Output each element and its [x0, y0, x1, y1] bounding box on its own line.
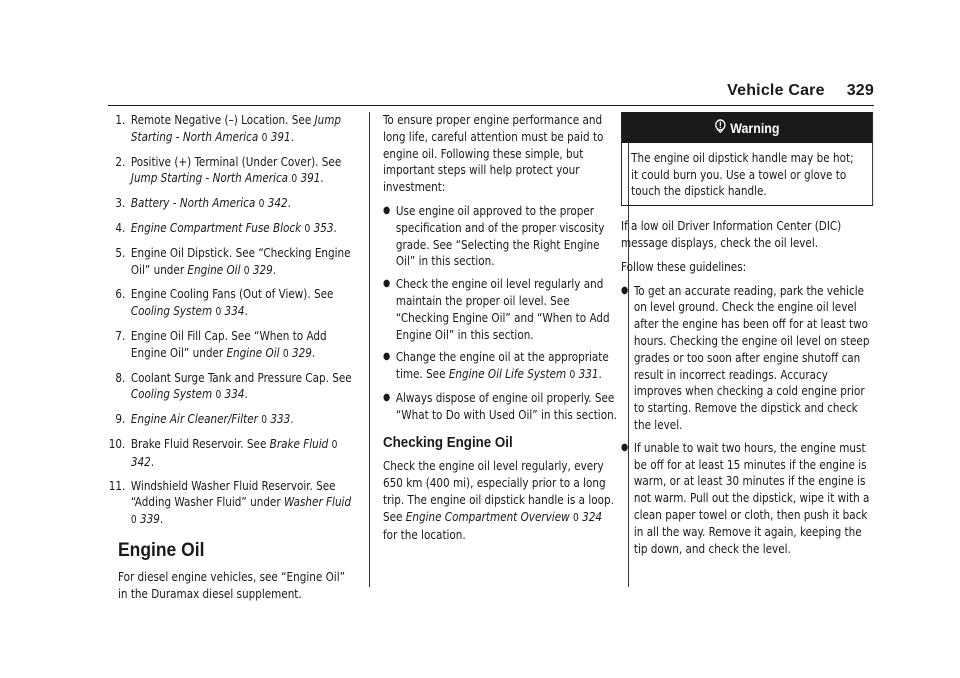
list-item [105, 154, 355, 189]
warning-header [622, 113, 872, 143]
xref-link[interactable]: Cooling System [130, 386, 213, 402]
list-item [105, 436, 355, 471]
warning-text: The engine oil dipstick handle may be hot; it could burn you. Use a towel or glove to touch the dipstick handle. [631, 149, 854, 199]
list-item: ● If unable to wait two hours, the engine must be off for at least 15 minutes if the engine is warm, or at least 30 minutes if the engine is not warm. Pull out the dipstick, wipe it with a clean paper towel or cloth, then push it back in all the way. Remove it again, keeping the tip down, and check the level. [621, 439, 870, 556]
xref-arrow-icon: 0 [215, 305, 222, 319]
item-text: Engine Oil Fill Cap. See “When to Add Engine Oil” under Engine Oil 0 329. [130, 327, 327, 360]
subheading-checking-engine-oil: Checking Engine Oil [383, 434, 513, 451]
list-item: ● Check the engine oil level regularly and maintain the proper oil level. See “Checking Engine Oil” and “When to Add Engine Oil” in this section. [383, 276, 610, 342]
item-number: 3. [115, 195, 126, 211]
xref-link[interactable]: Engine Compartment Fuse Block [130, 219, 302, 235]
item-text: Remote Negative (–) Location. See Jump Starting - North America 0 391. [130, 112, 342, 144]
item-text: Positive (+) Terminal (Under Cover). See Jump Starting - North America 0 391. [130, 153, 342, 186]
xref-page[interactable]: 391 [270, 128, 291, 144]
running-header [727, 82, 874, 100]
item-text: Coolant Surge Tank and Pressure Cap. See Cooling System 0 334. [130, 369, 352, 402]
engine-oil-intro: To ensure proper engine performance and long life, careful attention must be paid to engine oil. Following these simple, but important steps will help protect your investment: [383, 112, 604, 195]
section-title-engine-oil: Engine Oil [118, 539, 205, 561]
xref-link[interactable]: Engine Compartment Overview [405, 508, 570, 524]
xref-page[interactable]: 334 [224, 386, 245, 402]
list-item [105, 245, 355, 280]
xref-page[interactable]: 334 [224, 303, 245, 319]
item-number: 6. [115, 286, 126, 302]
xref-link[interactable]: Brake Fluid [269, 435, 329, 451]
dic-message-text: If a low oil Driver Information Center (DIC) message displays, check the oil level. [621, 218, 842, 250]
xref-arrow-icon: 0 [130, 513, 137, 527]
item-text: Engine Air Cleaner/Filter 0 333. [130, 411, 294, 427]
warning-box [621, 112, 873, 206]
xref-arrow-icon: 0 [569, 368, 576, 382]
item-number: 4. [115, 219, 126, 235]
list-item [105, 195, 355, 213]
xref-page[interactable]: 331 [578, 366, 599, 382]
guidelines-intro: Follow these guidelines: [621, 258, 747, 274]
xref-arrow-icon: 0 [243, 263, 250, 277]
list-item: ● Always dispose of engine oil properly. See “What to Do with Used Oil” in this section. [383, 389, 617, 422]
item-number: 1. [115, 112, 126, 127]
xref-link[interactable]: Engine Oil Life System [448, 366, 567, 382]
xref-link[interactable]: Battery - North America [130, 195, 256, 211]
bullet-icon: ● [383, 278, 391, 290]
engine-oil-steps [383, 203, 619, 424]
column-3 [621, 112, 873, 564]
list-item [105, 328, 355, 363]
xref-link[interactable]: Cooling System [130, 303, 213, 319]
bullet-icon: ● [383, 391, 391, 403]
xref-page[interactable]: 342 [267, 195, 288, 211]
list-item [105, 112, 355, 147]
xref-arrow-icon: 0 [261, 413, 268, 427]
item-text: Engine Oil Dipstick. See “Checking Engine Oil” under Engine Oil 0 329. [130, 244, 351, 277]
list-item: ● Use engine oil approved to the proper specification and of the proper viscosity grade. See “Selecting the Right Engine Oil” in this section. [383, 202, 605, 269]
item-text: Engine Compartment Fuse Block 0 353. [130, 219, 337, 235]
list-item: ● Change the engine oil at the appropriate time. See Engine Oil Life System 0 331. [383, 349, 619, 384]
bullet-icon: ● [621, 441, 629, 453]
xref-link[interactable]: Washer Fluid [283, 494, 352, 510]
list-item [105, 411, 355, 429]
list-item [105, 370, 355, 405]
section-name: Vehicle Care [727, 82, 825, 99]
xref-page[interactable]: 324 [582, 508, 602, 524]
list-item [105, 286, 355, 321]
xref-page[interactable]: 353 [313, 219, 334, 235]
item-number: 7. [115, 327, 126, 343]
guidelines-list [621, 283, 873, 558]
column-2 [383, 112, 619, 550]
warning-icon [715, 119, 726, 138]
xref-arrow-icon: 0 [291, 172, 298, 186]
item-number: 8. [115, 369, 126, 385]
xref-page[interactable]: 339 [139, 511, 160, 527]
xref-page[interactable]: 333 [270, 411, 291, 427]
warning-title: Warning [730, 121, 780, 136]
xref-arrow-icon: 0 [282, 346, 289, 360]
xref-arrow-icon: 0 [572, 510, 579, 524]
component-list [105, 112, 355, 529]
list-item [105, 220, 355, 238]
item-number: 5. [115, 244, 126, 260]
xref-link[interactable]: Engine Oil [226, 344, 280, 360]
item-text: Brake Fluid Reservoir. See Brake Fluid 0 342. [130, 435, 338, 469]
xref-link[interactable]: Engine Oil [187, 261, 241, 277]
xref-page[interactable]: 329 [252, 261, 273, 277]
xref-link[interactable]: Jump Starting - North America [130, 112, 342, 144]
item-number: 10. [108, 435, 126, 451]
item-text: Windshield Washer Fluid Reservoir. See “Adding Washer Fluid” under Washer Fluid 0 339. [130, 477, 352, 527]
column-divider [369, 112, 370, 587]
checking-engine-oil-text: Check the engine oil level regularly, every 650 km (400 mi), especially prior to a long trip. The engine oil dipstick handle is a loop. See Engine Compartment Overview 0 324 for the location. [383, 458, 614, 542]
bullet-icon: ● [621, 284, 629, 296]
xref-arrow-icon: 0 [215, 388, 222, 402]
section-intro: For diesel engine vehicles, see “Engine Oil” in the Duramax diesel supplement. [118, 568, 345, 601]
list-item [105, 478, 355, 529]
xref-page[interactable]: 342 [130, 453, 151, 469]
xref-arrow-icon: 0 [258, 197, 265, 211]
page-number: 329 [846, 82, 874, 99]
item-text: Engine Cooling Fans (Out of View). See Cooling System 0 334. [130, 286, 334, 319]
item-number: 2. [115, 153, 126, 169]
xref-page[interactable]: 329 [291, 344, 312, 360]
xref-page[interactable]: 391 [300, 170, 321, 186]
bullet-icon: ● [383, 204, 391, 216]
xref-arrow-icon: 0 [331, 437, 338, 451]
xref-arrow-icon: 0 [304, 221, 311, 235]
xref-link[interactable]: Jump Starting - North America [130, 170, 289, 186]
bullet-icon: ● [383, 351, 391, 363]
item-text: Battery - North America 0 342. [130, 195, 291, 211]
item-number: 11. [108, 477, 126, 493]
item-number: 9. [115, 411, 126, 427]
xref-link[interactable]: Engine Air Cleaner/Filter [130, 411, 258, 427]
header-rule [108, 105, 874, 106]
list-item: ● To get an accurate reading, park the vehicle on level ground. Check the engine oil level after the engine has been off for at least two hours. Checking the engine oil level on steep grades or too soon after engine shutoff can result in incorrect readings. Accuracy improves when checking a cold engine prior to starting. Remove the dipstick and check the level. [621, 282, 870, 432]
column-1 [108, 112, 355, 609]
xref-arrow-icon: 0 [261, 130, 268, 144]
